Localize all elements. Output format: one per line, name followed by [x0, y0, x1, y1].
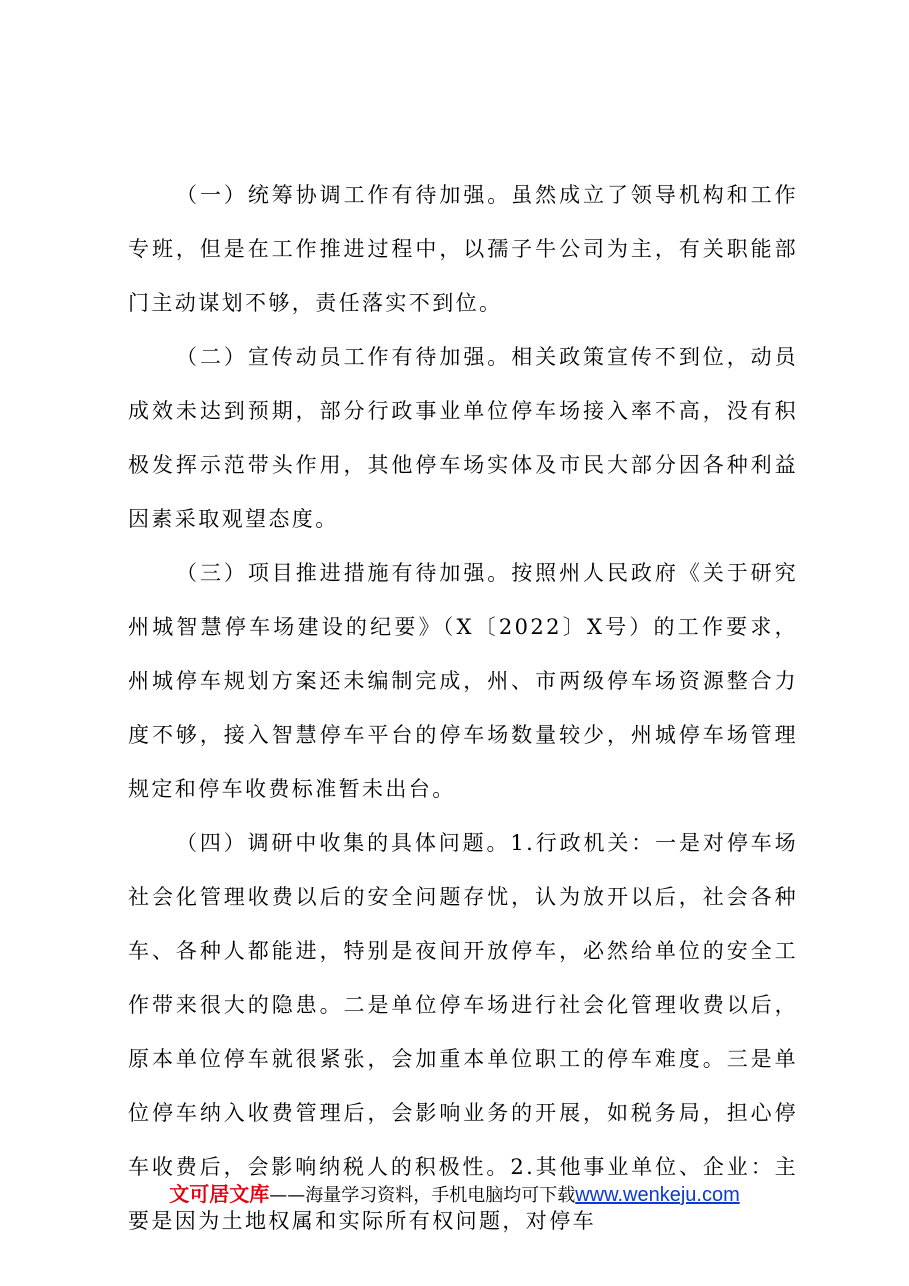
paragraph-research-issues: （四）调研中收集的具体问题。1.行政机关：一是对停车场社会化管理收费以后的安全问题存忧，认为放开以后，社会各种车、各种人都能进，特别是夜间开放停车，必然给单位的安全工作带来很大的隐患。二是单位停车场进行社会化管理收费以后，原本单位停车就很紧张，会加重本单位职工的停车难度。三是单位停车纳入收费管理后，会影响业务的开展，如税务局，担心停车收费后，会影响纳税人的积极性。2.其他事业单位、企业：主要是因为土地权属和实际所有权问题，对停车: [128, 831, 798, 1233]
footer-brand: 文可居文库: [169, 1182, 270, 1206]
footer-site-link[interactable]: www.wenkeju.com: [575, 1184, 740, 1206]
paragraph-publicity: （二）宣传动员工作有待加强。相关政策宣传不到位，动员成效未达到预期，部分行政事业单位停车场接入率不高，没有积极发挥示范带头作用，其他停车场实体及市民大部分因各种利益因素采取观望态度。: [128, 345, 798, 531]
footer-banner: [0, 1180, 909, 1210]
document-body: [128, 168, 798, 1248]
footer-tagline: ——海量学习资料，手机电脑均可下载: [269, 1185, 576, 1206]
paragraph-project-measures: （三）项目推进措施有待加强。按照州人民政府《关于研究州城智慧停车场建设的纪要》（X〔2022〕X号）的工作要求，州城停车规划方案还未编制完成，州、市两级停车场资源整合力度不够，接入智慧停车平台的停车场数量较少，州城停车场管理规定和停车收费标准暂未出台。: [128, 561, 798, 801]
paragraph-coordination: （一）统筹协调工作有待加强。虽然成立了领导机构和工作专班，但是在工作推进过程中，以孺子牛公司为主，有关职能部门主动谋划不够，责任落实不到位。: [128, 183, 798, 315]
